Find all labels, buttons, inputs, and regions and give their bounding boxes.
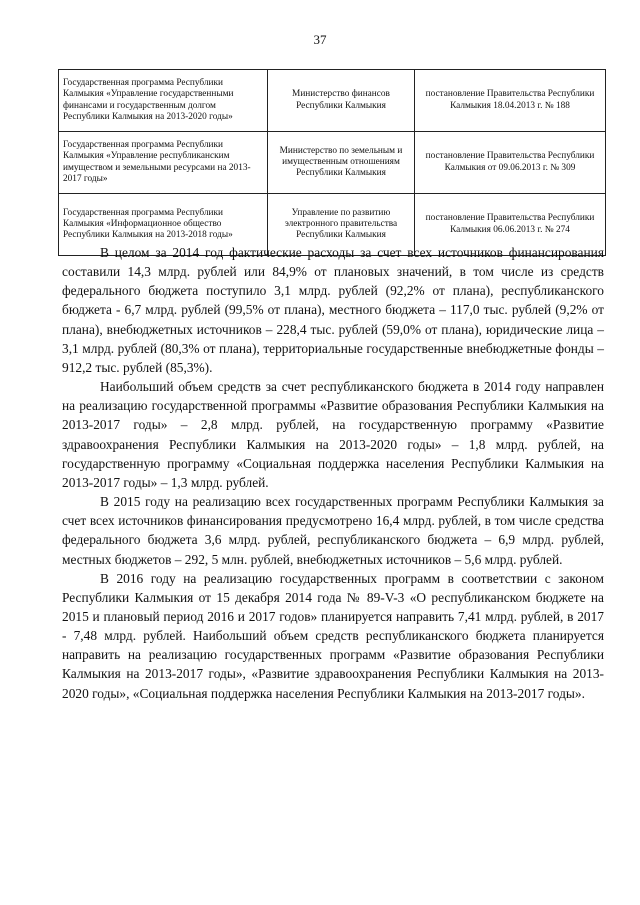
program-name-cell: Государственная программа Республики Калмыкия «Информационное общество Республики Калмыкия на 2013-2018 годы» [59,194,268,256]
program-name-cell: Государственная программа Республики Калмыкия «Управление государственными финансами и государственным долгом Республики Калмыкия на 2013-2020 годы» [59,70,268,132]
executor-cell: Министерство по земельным и имущественным отношениям Республики Калмыкия [268,132,415,194]
program-name-cell: Государственная программа Республики Калмыкия «Управление республиканским имуществом и земельными ресурсами на 2013-2017 годы» [59,132,268,194]
paragraph-2015-funding: В 2015 году на реализацию всех государственных программ Республики Калмыкия за счет всех источников финансирования предусмотрено 16,4 млрд. рублей, в том числе средства федерального бюджета 3,6 млрд. рублей, республиканского бюджета – 6,9 млрд. рублей, местных бюджетов – 292, 5 млн. рублей, внебюджетных источников – 5,6 млрд. рублей. [62,494,604,567]
body-text [62,243,604,703]
programs-table [58,69,606,256]
table-row [59,70,606,132]
paragraph-2016-plan: В 2016 году на реализацию государственных программ в соответствии с законом Республики Калмыкия от 15 декабря 2014 года № 89-V-3 «О республиканском бюджете на 2015 и плановый период 2016 и 2017 годов» планируется направить 7,41 млрд. рублей, в 2017 - 7,48 млрд. рублей. Наибольший объем средств республиканского бюджета планируется направить на реализацию государственных программ «Развитие образования Республики Калмыкия на 2013-2017 годы», «Развитие здравоохранения Республики Калмыкия на 2013-2020 годы», «Социальная поддержка населения Республики Калмыкия на 2013-2017 годы». [62,570,604,701]
executor-cell: Управление по развитию электронного правительства Республики Калмыкия [268,194,415,256]
resolution-cell: постановление Правительства Республики Калмыкия от 09.06.2013 г. № 309 [415,132,606,194]
executor-cell: Министерство финансов Республики Калмыкия [268,70,415,132]
paragraph-largest-allocation: Наибольший объем средств за счет республиканского бюджета в 2014 году направлен на реализацию государственной программы «Развитие образования Республики Калмыкия на 2013-2017 годы» – 2,8 млрд. рублей, на государственную программу «Развитие здравоохранения Республики Калмыкия на 2013-2020 годы» – 1,8 млрд. рублей, на государственную программу «Социальная поддержка населения Республики Калмыкия на 2013-2017 годы» – 1,3 млрд. рублей. [62,379,604,490]
resolution-cell: постановление Правительства Республики Калмыкия 06.06.2013 г. № 274 [415,194,606,256]
paragraph-total-expenses: В целом за 2014 год фактические расходы за счет всех источников финансирования составили 14,3 млрд. рублей или 84,9% от плановых значений, в том числе из средств федерального бюджета поступило 3,1 млрд. рублей (92,2% от плана), республиканского бюджета - 6,7 млрд. рублей (99,5% от плана), местного бюджета – 117,0 тыс. рублей (9,2% от плана), внебюджетных источников – 228,4 тыс. рублей (59,0% от плана), юридические лица – 3,1 млрд. рублей (80,3% от плана), территориальные государственные внебюджетные фонды – 912,2 тыс. рублей (85,3%). [62,245,604,375]
page-number: 37 [313,32,327,47]
table-row [59,132,606,194]
resolution-cell: постановление Правительства Республики Калмыкия 18.04.2013 г. № 188 [415,70,606,132]
